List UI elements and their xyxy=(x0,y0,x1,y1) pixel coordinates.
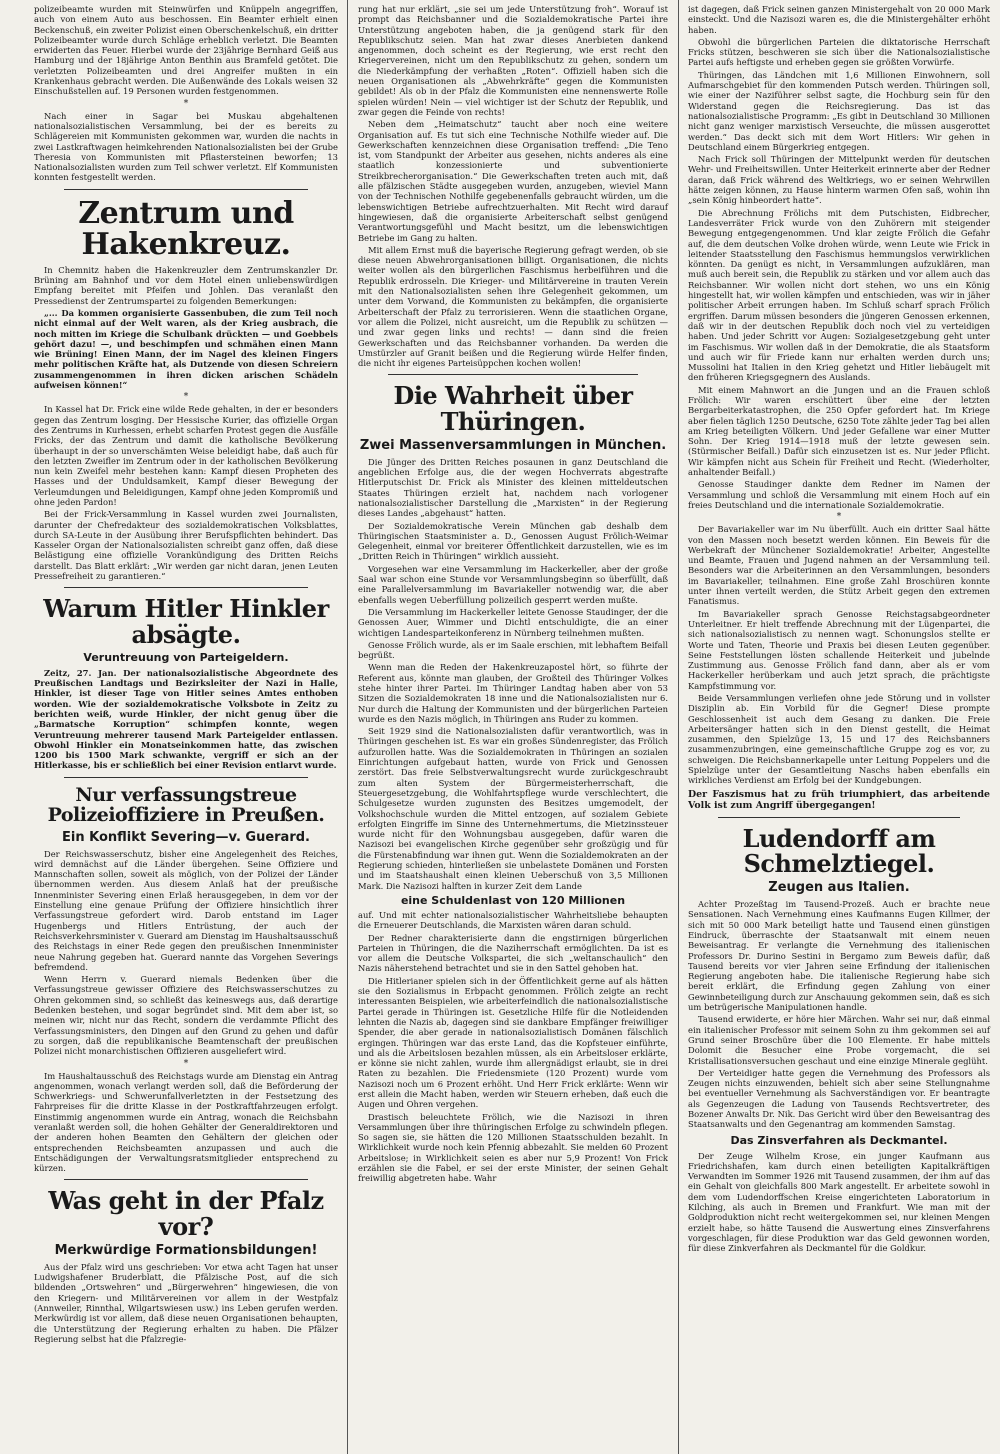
body-paragraph: Wenn Herrn v. Guerard niemals Bedenken über die Verfassungstreue gewisser Offiziere des Reichswasserschutzes zu Ohren gekommen sind, so schließt das keineswegs aus, daß derartige Bedenken bestehen, und sogar begründet sind. Mit dem aber ist, so meinen wir, nicht nur das Recht, sondern die verdammte Pflicht des Verfassungsministers, den Dingen auf den Grund zu gehen und dafür zu sorgen, daß die republikanische Beamtenschaft der preußischen Polizei nicht monarchistischen Offizieren ausgeliefert wird. xyxy=(34,974,338,1057)
headline-polizeioffiziere: Nur verfassungstreue Polizeioffiziere in Preußen. xyxy=(47,783,325,826)
body-paragraph: Wenn man die Reden der Hakenkreuzapostel hört, so führte der Referent aus, könnte man glauben, der Großteil des Thüringer Volkes stehe hinter ihrer Partei. Im Thüringer Landtag haben aber von 53 Sitzen die Sozialdemokraten 18 inne und die Nationalsozialisten nur 6. Nur durch die Haltung der Kommunisten und der bürgerlichen Parteien wurde es den Nazis möglich, in Thüringen ans Ruder zu kommen. xyxy=(358,662,668,724)
separator-star: * xyxy=(183,98,189,109)
body-paragraph: Die Hitlerianer spielen sich in der Öffentlichkeit gerne auf als hätten sie den Sozialismus in Erbpacht genommen. Frölich zeigte an recht interessanten Beispielen, wie arbeiterfeindlich die nationalsozialistische Partei gerade in Thüringen ist. Gesetzliche Hilfe für die Notleidenden lehnten die Nazis ab, dagegen sind sie dankbare Empfänger freiwilliger Spender, die aber gerade in nationalsozialistisch Domänen fälschlich ergingen. Thüringen war das erste Land, das die Kopfsteuer einführte, und als die Arbeitslosen bezahlen müssen, als ein Arbeitsloser erklärte, er könne sie nicht zahlen, wurde ihm allergnädigst erlaubt, sie in drei Raten zu bezahlen. Die Friedensmiete (120 Prozent) wurde vom Nazisozi noch um 6 Prozent erhöht. Und Herr Frick erklärte: Wenn wir erst allein die Macht haben, werden wir Steuern erheben, daß euch die Augen und Ohren vergehen. xyxy=(358,975,668,1110)
body-paragraph: Der Redner charakterisierte dann die engstirnigen bürgerlichen Parteien in Thüringen, die die Naziherrschaft ermöglichten. Da ist es vor allem die Deutsche Volkspartei, die sich „weltanschaulich“ den Nazis näherstehend betrachtet und sie in den Sattel gehoben hat. xyxy=(358,932,668,974)
body-paragraph: Mit einem Mahnwort an die Jungen und an die Frauen schloß Frölich: Wir waren erschüttert über eine der letzten Bergarbeiterkatastrophen, die 250 Opfer gefordert hat. Im Kriege aber fielen täglich 1250 Deutsche, 6250 Tote zählte jeder Tag bei allen am Krieg beteiligten Völkern. Und jeder Gefallene war einer Mutter Sohn. Der Krieg 1914—1918 muß der letzte gewesen sein. (Stürmischer Beifall.) Dafür sich einzusetzen ist es. Nur jeder Pflicht. Wir kämpfen nicht aus Schein für Freiheit und Recht. (Wiederholter, anhaltender Beifall.) xyxy=(688,384,990,478)
body-paragraph: Die Abrechnung Frölichs mit dem Putschisten, Eidbrecher, Landesverräter Frick wurde von den Zuhörern mit steigender Bewegung entgegengenommen. Und klar zeigte Frölich die Gefahr auf, die dem deutschen Volke drohen würde, wenn Leute wie Frick in leitender Staatsstellung den Faschismus hemmungslos verwirklichen könnten. Da genügt es nicht, in Versammlungen aufzuklären, man muß auch bereit sein, die Republik zu stärken und vor allem auch das Reichsbanner. Wir wollen nicht dort stehen, wo uns ein König hingestellt hat, wir wollen kämpfen und entschieden, was wir in jäher politischer Arbeit errungen haben. Im Schluß scharf sprach Frölich ergriffen. Darum müssen besonders die jüngeren Genossen erkennen, daß wir in der deutschen Republik doch noch viel zu verteidigen haben. Und jeder Schritt vor Augen: Sozialgesetzgebung geht unter im Faschismus. Wir wollen daß in der Demokratie, die als Staatsform und auch wir für Friede kann nur erhalten werden durch uns; Mussolini hat Italien in den Krieg gehetzt und Hitler liebäugelt mit den früheren Kriegsgegnern des Auslands. xyxy=(688,207,990,383)
body-paragraph: Mit allem Ernst muß die bayerische Regierung gefragt werden, ob sie diese neuen Abwehrorganisationen billigt. Organisationen, die nichts weiter wollen als den bürgerlichen Faschismus herbeiführen und die Republik erdrosseln. Die Krieger- und Militärvereine in trauten Verein mit den Nationalsozialisten sehen ihre Gelegenheit gekommen, um unter dem Vorwand, die Kommunisten zu bekämpfen, die organisierte Arbeiterschaft der Pfalz zu terrorisieren. Wenn die staatlichen Organe, vor allem die Polizei, nicht ausreicht, um die Republik zu schützen — und zwar gegen links und rechts! — dann sind die freien Gewerkschaften und das Reichsbanner vorhanden. Da werden die Umstürzler auf Granit beißen und die Regierung würde Helfer finden, die nicht ihr eigenes Parteisüppchen kochen wollen! xyxy=(358,244,668,369)
body-paragraph: Im Bavariakeller sprach Genosse Reichstagsabgeordneter Unterleitner. Er hielt treffende Abrechnung mit der Lügenpartei, die sich nationalsozialistisch zu nennen wagt. Schonungslos stellte er Worte und Taten, Theorie und Praxis bei diesen Leuten gegenüber. Seine Feststellungen lösten schallende Heiterkeit und jubelnde Zustimmung aus. Genosse Frölich fand dann, aber als er vom Hackerkeller herüberkam und auch jetzt sprach, die prächtigste Kampfstimmung vor. xyxy=(688,608,990,691)
body-paragraph: Im Haushaltausschuß des Reichstags wurde am Dienstag ein Antrag angenommen, wonach verlangt werden soll, daß die Beförderung der Schwerkriegs- und Schwerunfallverletzten in der Festsetzung des Fahrpreises für die dritte Klasse in der Postkraftfahrzeugen erfolgt. Einstimmig angenommen wurde ein Antrag, wonach die Reichsbahn veranlaßt werden soll, die hohen Gehälter der Generaldirektoren und der anderen hohen Beamten den Gehältern der gleichen oder entsprechenden Reichsbeamten anzupassen und auch die Entschädigungen der Verwaltungsratsmitglieder entsprechend zu kürzen. xyxy=(34,1070,338,1174)
body-paragraph: Zeitz, 27. Jan. Der nationalsozialistische Abgeordnete des Preußischen Landtags und Bezirksleiter der Nazi in Halle, Hinkler, ist dieser Tage von Hitler seines Amtes enthoben worden. Wie der sozialdemokratische Volksbote in Zeitz zu berichten weiß, wurde Hinkler, der nicht genug über die „Barmatsche Korruption“ schimpfen konnte, wegen Veruntreuung mehrerer tausend Mark Parteigelder entlassen. Obwohl Hinkler ein Monatseinkommen hatte, das zwischen 1200 bis 1500 Mark schwankte, vergriff er sich an der Hitlerkasse, bis er schließlich bei einer Revision entlarvt wurde. xyxy=(34,667,338,771)
body-paragraph: Der Sozialdemokratische Verein München gab deshalb dem Thüringischen Staatsminister a. D., Genossen August Frölich-Weimar Gelegenheit, einmal vor breiterer Öffentlichkeit darzustellen, wie es im „Dritten Reich in Thüringen“ wirklich aussieht. xyxy=(358,520,668,562)
column-2 xyxy=(352,0,674,1454)
body-paragraph: Der Bavariakeller war im Nu überfüllt. Auch ein dritter Saal hätte von den Massen noch besetzt werden können. Ein Beweis für die Werbekraft der Münchener Sozialdemokratie! Arbeiter, Angestellte und Beamte, Frauen und Jugend nahmen an der Versammlung teil. Besonders war die Arbeiterinnen an den Versammlungen, besonders im Bavariakeller, teilnahmen. Eine große Zahl Broschüren konnte unter ihnen verteilt werden, die Stütz Arbeit gegen den extremen Fanatismus. xyxy=(688,524,990,607)
headline-thueringen: Die Wahrheit über Thüringen. xyxy=(393,381,633,436)
quote-paragraph: „... Da kommen organisierte Gassenbuben, die zum Teil noch nicht einmal auf der Welt waren, als der Krieg ausbrach, die noch mitten im Kriege die Schulbank drückten — und Goebbels gehört dazu! —, und beschimpfen und schmähen einen Mann wie Brüning! Einen Mann, der im Nagel des kleinen Fingers mehr politischen Kräfte hat, als Dutzende von diesen Schreiern zusammengenommen in ihren dicken arischen Schädeln aufweisen können!“ xyxy=(34,307,338,391)
body-paragraph: Tausend erwiderte, er höre hier Märchen. Wahr sei nur, daß einmal ein italienischer Professor mit seinem Sohn zu ihm gekommen sei auf Grund seiner Broschüre über die 100 Elemente. Er habe mittels Dolomit die Besucher eine Probe vorgemacht, die sei Kristallisationsversuchen geschaut und eine einzige Minerale geglüht. xyxy=(688,1014,990,1066)
subheadline: Zeugen aus Italien. xyxy=(768,880,910,896)
body-paragraph: Nach einer in Sagar bei Muskau abgehaltenen nationalsozialistischen Versammlung, bei der es bereits zu Schlägereien mit Kommunisten gekommen war, wurden die nachts in zwei Lastkraftwagen heimkehrenden Nationalsozialisten bei der Grube Theresia von Kommunisten mit Pflastersteinen beworfen; 13 Nationalsozialisten wurden zum Teil schwer verletzt. Elf Kommunisten konnten festgestellt werden. xyxy=(34,110,338,183)
section-separator xyxy=(64,189,308,190)
headline-ludendorff: Ludendorff am Schmelztiegel. xyxy=(742,823,936,878)
body-paragraph: Drastisch beleuchtete Frölich, wie die Nazisozi in ihren Versammlungen über ihre thüringischen Erfolge zu schwindeln pflegen. So sagen sie, sie hätten die 120 Millionen Staatsschulden bezahlt. In Wirklichkeit wurde noch kein Pfennig abbezahlt. Sie melden 60 Prozent Arbeitslose; in Wirklichkeit seien es aber nur 5,9 Prozent! Von Frick erzählen sie die Fabel, er sei der erste Minister, der seinen Gehalt freiwillig abgetreten habe. Wahr xyxy=(358,1111,668,1184)
body-paragraph: Der Zeuge Wilhelm Krose, ein junger Kaufmann aus Friedrichshafen, kam durch einen beteiligten Kapitalkräftigen Verwandten im Sommer 1926 mit Tausend zusammen, der ihm auf das ein Gehalt von gleichfalls 800 Mark angestellt. Er arbeitete sowohl in dem vom Ludendorffschen Kreise eingerichteten Laboratorium in Kilching, als auch in Bremen und Frankfurt. Wie man mit der Goldproduktion nicht recht weitergekommen sei, nur kleinen Mengen erzielt habe, so hätte Tausend die Auswertung eines Zinsverfahrens vorgeschlagen, für diese Produktion war das Geld gewonnen worden, für diese Zinkverfahren als Deckmantel für die Goldkur. xyxy=(688,1150,990,1254)
body-paragraph: Thüringen, das Ländchen mit 1,6 Millionen Einwohnern, soll Aufmarschgebiet für den kommenden Putsch werden. Thüringen soll, wie einer der Naziführer selbst sagte, die Hochburg sein für den Widerstand gegen die Reichsregierung. Das ist das nationalsozialistische Programm: „Es gibt in Deutschland 30 Millionen nicht ganz weniger marxistisch Verseuchte, die müssen ausgerottet werden.“ Das deckt sich mit dem Wort Hitlers: Wir gehen in Deutschland einem Bürgerkrieg entgegen. xyxy=(688,69,990,152)
section-separator xyxy=(64,587,308,588)
headline-hinkler: Warum Hitler Hinkler absägte. xyxy=(43,594,329,649)
bold-slogan: Der Faszismus hat zu früh triumphiert, das arbeitende Volk ist zum Angriff übergegangen! xyxy=(688,788,990,811)
body-paragraph: Achter Prozeßtag im Tausend-Prozeß. Auch er brachte neue Sensationen. Nach Vernehmung eines Kaufmanns Eugen Killmer, der sich mit 50 000 Mark beteiligt hatte und Tausend einen günstigen Eindruck, überraschte der Staatsanwalt mit einem neuen Beweisantrag. Er verlangte die Vernehmung des italienischen Professors Dr. Durino Sestini in Bergamo zum Beweis dafür, daß Tausend bereits vor vier Jahren seine Erfindung der italienischen Regierung angeboten habe. Die italienische Regierung habe sich bereit erklärt, die Erfindung gegen Zahlung von einer Gewinnbeteiligung durch zur Anschauung gekommen sein, daß es sich um betrügerische Manipulationen handle. xyxy=(688,899,990,1013)
body-paragraph: Vorgesehen war eine Versammlung im Hackerkeller, aber der große Saal war schon eine Stunde vor Versammlungsbeginn so überfüllt, daß eine Parallelversammlung im Bavariakeller notwendig war, die aber ebenfalls wegen Ueberfüllung polizeilich gesperrt werden mußte. xyxy=(358,563,668,605)
subheadline: Ein Konflikt Severing—v. Guerard. xyxy=(62,829,310,845)
section-separator xyxy=(64,1179,308,1180)
column-3 xyxy=(682,0,996,1454)
body-paragraph: Der Verteidiger hatte gegen die Vernehmung des Professors als Zeugen nichts einzuwenden, behielt sich aber seine Stellungnahme bei eventueller Vernehmung als Sachverständigen vor. Er beantragte als Gegenzeugen die Ladung von Tausends Rechtsvertreter, des Bozener Anwalts Dr. Nik. Das Gericht wird über den Beweisantrag des Staatsanwalts und den Gegenantrag am kommenden Samstag. xyxy=(688,1067,990,1130)
section-separator xyxy=(64,777,308,778)
body-paragraph: rung hat nur erklärt, „sie sei um jede Unterstützung froh“. Worauf ist prompt das Reichsbanner und die Sozialdemokratische Partei ihre Unterstützung angeboten haben, die ja genügend stark für den Republikschutz seien. Man hat zwar dieses Anerbieten dankend angenommen, doch scheint es der Regierung, wie erst recht den Kriegervereinen, nicht um den Republikschutz zu gehen, sondern um die Niederkämpfung der verhaßten „Roten“. Offiziell haben sich die neuen Organisationen als „Abwehrkräfte“ gegen die Kommunisten gebildet! Als ob in der Pfalz die Kommunisten eine nennenswerte Rolle spielen würden! Nein — viel wichtiger ist der Schutz der Republik, und zwar gegen die Feinde von rechts! xyxy=(358,4,668,117)
body-paragraph: In Kassel hat Dr. Frick eine wilde Rede gehalten, in der er besonders gegen das Zentrum losging. Der Hessische Kurier, das offizielle Organ des Zentrums in Kurhessen, erhebt scharfen Protest gegen die Ausfälle Fricks, der das Zentrum und damit die katholische Bevölkerung überhaupt in der so unverschämten Weise beleidigt habe, daß auch für den letzten Zweifler im Zentrum oder in der katholischen Bevölkerung nun kein Zweifel mehr bestehen kann: Kampf diesen Propheten des Hasses und der Unduldsamkeit, Kampf dieser Bewegung der Verleumdungen und Beleidigungen, Kampf ohne jeden Kompromiß und ohne jeden Pardon! xyxy=(34,404,338,507)
body-paragraph: Aus der Pfalz wird uns geschrieben: Vor etwa acht Tagen hat unser Ludwigshafener Bruderblatt, die Pfälzische Post, auf die sich bildenden „Ortswehren“ und „Bürgerwehren“ hingewiesen, die von den Kriegern- und Militärvereinen vor allem in der Westpfalz (Annweiler, Rinnthal, Wilgartswiesen usw.) ins Leben gerufen werden. Merkwürdig ist vor allem, daß diese neuen Organisationen behaupten, die Unterstützung der Regierung erhalten zu haben. Die Pfälzer Regierung selbst hat die Pfalzregie- xyxy=(34,1261,338,1344)
body-paragraph: Neben dem „Heimatschutz“ taucht aber noch eine weitere Organisation auf. Es tut sich eine Technische Nothilfe wieder auf. Die Gewerkschaften kennzeichnen diese Organisation treffend: „Die Teno ist, vom Standpunkt der Arbeiter aus gesehen, nichts anderes als eine staatlich konzessionierte und subventionierte Streikbrecherorganisation.“ Die Gewerkschaften treten auch mit, daß alle pfälzischen Städte ausgegeben wurden, anzugeben, wieviel Mann von der Technischen Nothilfe gegebenenfalls gebraucht würden, um die lebenswichtigen Betriebe aufrechtzuerhalten. Mit Recht wird darauf hingewiesen, daß die organisierte Arbeiterschaft selbst genügend Verantwortungsgefühl und Macht besitzt, um die lebenswichtigen Betriebe im Gang zu halten. xyxy=(358,119,668,243)
body-paragraph: In Chemnitz haben die Hakenkreuzler dem Zentrumskanzler Dr. Brüning am Bahnhof und vor dem Hotel einen unliebenswürdigen Empfang bereitet mit Pfeifen und Johlen. Das veranlaßt den Pressedienst der Zentrumspartei zu folgenden Bemerkungen: xyxy=(34,264,338,306)
subheadline: Das Zinsverfahren als Deckmantel. xyxy=(730,1133,948,1147)
headline-zentrum: Zentrum und Hakenkreuz. xyxy=(78,195,294,263)
separator-star: * xyxy=(183,1058,189,1069)
body-paragraph: Bei der Frick-Versammlung in Kassel wurden zwei Journalisten, darunter der Chefredakteur des sozialdemokratischen Volksblattes, durch SA-Leute in der Ausübung ihrer Berufspflichten behindert. Das Kasseler Organ der Nationalsozialisten schreibt ganz offen, daß diese Belästigung eine offizielle Vorankündigung des Dritten Reichs darstellt. Das Blatt erklärt: „Wir werden gar nicht daran, jenen Leuten Pressefreiheit zu garantieren.“ xyxy=(34,509,338,582)
subheadline: Veruntreuung von Parteigeldern. xyxy=(83,650,289,664)
body-paragraph: Die Versammlung im Hackerkeller leitete Genosse Staudinger, der die Genossen Auer, Wimmer und Dichtl entschuldigte, die an einer wichtigen Landesparteikonferenz in Nürnberg teilnehmen mußten. xyxy=(358,606,668,638)
body-paragraph: Der Reichswasserschutz, bisher eine Angelegenheit des Reiches, wird demnächst auf die Länder übergehen. Seine Offiziere und Mannschaften sollen, soweit als möglich, von der Polizei der Länder übernommen werden. Aus diesem Anlaß hat der preußische Innenminister Severing einen Erlaß herausgegeben, in dem vor der Einstellung eine genaue Prüfung der Offiziere hinsichtlich ihrer Verfassungstreue gefordert wird. Darob entstand im Lager Hugenbergs und Hitlers Entrüstung, der auch der Reichsverkehrsminister v. Guerard am Dienstag im Haushaltsausschuß des Reichstags in einer Rede gegen den preußischen Innenminister neue Nahrung gegeben hat. Guerard nannte das Vorgehen Severings befremdend. xyxy=(34,848,338,972)
column-rule xyxy=(347,0,348,1454)
column-rule xyxy=(678,0,679,1454)
separator-star: * xyxy=(836,512,842,523)
body-paragraph: polizeibeamte wurden mit Steinwürfen und Knüppeln angegriffen, auch von einem Auto aus beschossen. Ein Beamter erhielt einen Beckenschuß, ein zweiter Polizist einen Oberschenkelschuß, ein dritter Polizeibeamter wurde durch Schläge erheblich verletzt. Die Beamten erwiderten das Feuer. Hierbei wurde der 23jährige Bernhard Geiß aus Hamburg und der 18jährige Anton Benthin aus Bramfeld getötet. Die verletzten Polizeibeamten und drei Angreifer mußten in ein Krankenhaus gebracht werden. Die Außenwände des Lokals weisen 32 Einschußstellen auf. 19 Personen wurden festgenommen. xyxy=(34,4,338,97)
section-separator xyxy=(718,817,960,818)
section-separator xyxy=(388,374,638,375)
body-paragraph: Beide Versammlungen verliefen ohne jede Störung und in vollster Disziplin ab. Ein Vorbild für die Gegner! Diese prompte Geschlossenheit ist auch dem Gesang zu danken. Die Freie Arbeitersänger hatten sich in den Dienst gestellt, die Heimat zusammen, den Spielzüge 13, 15 und 17 des Reichsbanners zusammenzubringen, eine gemeinschaftliche Gruppe zog es vor, zu schweigen. Die Reichsbannerkapelle unter Leitung Poppelers und die Spielzüge unter der Gesamtleitung Naschs haben ebenfalls ein wirkliches Verdienst am Erfolg bei der Kundgebungen. xyxy=(688,693,990,786)
body-paragraph: Obwohl die bürgerlichen Parteien die diktatorische Herrschaft Fricks stützen, beschweren sie sich über die Nationalsozialistische Partei aufs heftigste und erheben gegen sie größten Vorwürfe. xyxy=(688,36,990,68)
body-paragraph: auf. Und mit echter nationalsozialistischer Wahrheitsliebe behaupten die Erneuerer Deutschlands, die Marxisten wären daran schuld. xyxy=(358,909,668,931)
separator-star: * xyxy=(183,392,189,403)
body-paragraph: Nach Frick soll Thüringen der Mittelpunkt werden für deutschen Wehr- und Freiheitswillen. Unter Heiterkeit erinnerte aber der Redner daran, daß Frick während des Weltkriegs, wo er seinen Wehrwillen hätte zeigen können, zu Hause hinterm warmen Ofen saß, wohin ihn „sein König hinbeordert hatte“. xyxy=(688,154,990,206)
body-paragraph: Seit 1929 sind die Nationalsozialisten dafür verantwortlich, was in Thüringen geschehen ist. Es war ein großes Sündenregister, das Frölich aufzurollen hatte. Was die Sozialdemokraten in Thüringen an sozialen Einrichtungen aufgebaut hatten, wurde von Frick und Genossen zerstört. Das freie Selbstverwaltungsrecht wurde zurückgeschraubt zum alten System der Bürgermeisterherrschaft, die Steuergesetzgebung, die Wohlfahrtspflege wurde verschlechtert, die Schulgesetze wurden zugunsten des Besitzes umgemodelt, der Volkshochschule wurden die Mittel entzogen, auf sozialem Gebiete erfolgten Eingriffe im Sinne des Unternehmertums, die Mietzinssteuer wurde nicht für den Wohnungsbau ausgegeben, dafür waren die Nazisozi bei evangelischen Kirche gegenüber sehr großzügig und für die Fürstenabfindung war ihnen gut. Wenn die Sozialdemokraten an der Regierung schieden, hinterließen sie unbelastete Domänen und Forsten und im Staatshaushalt einen kleinen Ueberschuß von 3,5 Millionen Mark. Die Nazisozi halften in kurzer Zeit dem Lande xyxy=(358,726,668,891)
subheadline: Merkwürdige Formationsbildungen! xyxy=(54,1242,318,1258)
column-1 xyxy=(28,0,344,1454)
body-paragraph: Genosse Frölich wurde, als er im Saale erschien, mit lebhaftem Beifall begrüßt. xyxy=(358,639,669,661)
subheadline: Zwei Massenversammlungen in München. xyxy=(359,437,667,453)
body-paragraph: ist dagegen, daß Frick seinen ganzen Ministergehalt von 20 000 Mark einsteckt. Und die Nazisozi waren es, die die Ministergehälter erhöht haben. xyxy=(688,4,990,35)
body-paragraph: Genosse Staudinger dankte dem Redner im Namen der Versammlung und schloß die Versammlung mit einem Hoch auf ein freies Deutschland und die internationale Sozialdemokratie. xyxy=(688,479,990,510)
centered-emphasis: eine Schuldenlast von 120 Millionen xyxy=(400,893,626,907)
body-paragraph: Die Jünger des Dritten Reiches posaunen in ganz Deutschland die angeblichen Erfolge aus, die der wegen Hochverrats abgestrafte Hitlerputschist Dr. Frick als Minister des kleinen mitteldeutschen Staates Thüringen erzielt hat, nachdem nach vorlogener nationalsozialistischer Darstellung die „Marxisten“ in der Regierung dieses Landes „abgehaust“ hatten. xyxy=(358,456,668,519)
headline-pfalz: Was geht in der Pfalz vor? xyxy=(48,1186,324,1241)
